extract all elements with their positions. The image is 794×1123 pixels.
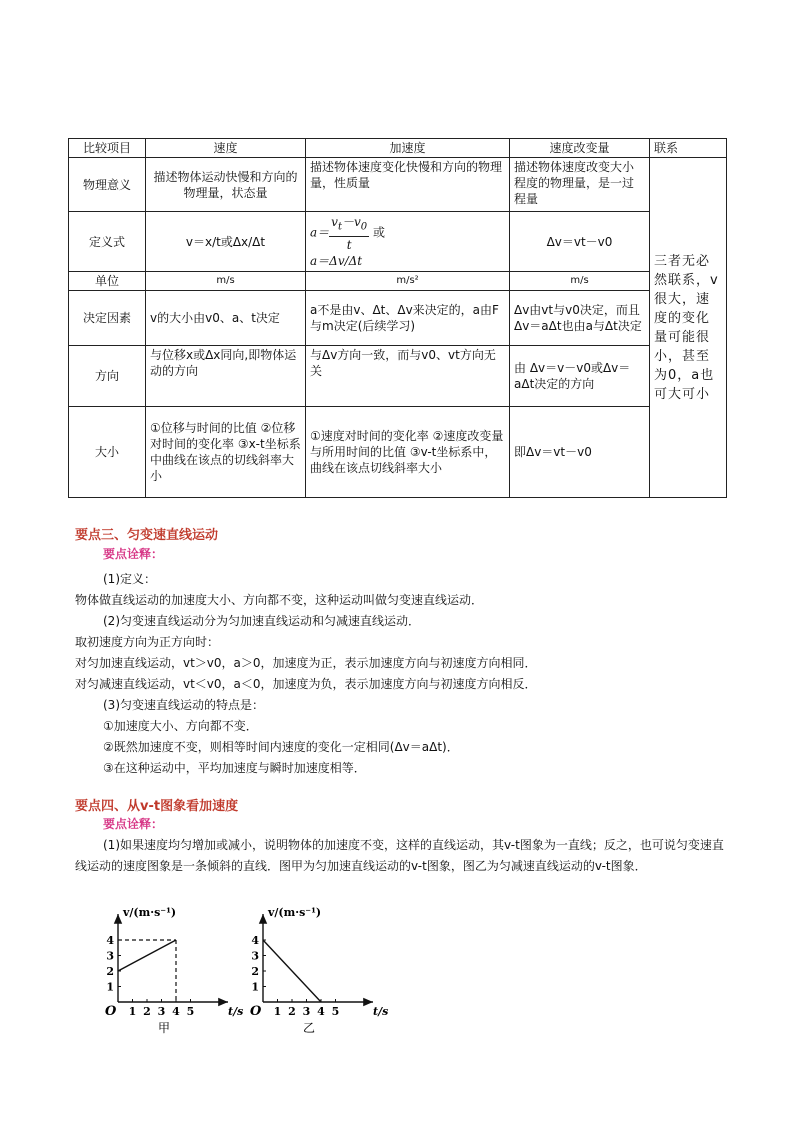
table-cell: 由 Δv＝v－v0或Δv＝aΔt决定的方向	[510, 346, 650, 407]
table-row	[69, 407, 727, 498]
comparison-table	[68, 138, 727, 498]
x-axis-label: t/s	[373, 1005, 389, 1018]
table-cell: m/s²	[306, 272, 510, 291]
y-tick-label: 2	[106, 965, 114, 978]
table-cell: v的大小由v0、a、t决定	[146, 291, 306, 346]
header-cell: 速度改变量	[510, 139, 650, 158]
formula-a: a＝	[310, 226, 330, 240]
text-line: 对匀加速直线运动，vt＞v0，a＞0，加速度为正，表示加速度方向与初速度方向相同．	[75, 656, 537, 670]
text-line: (1)定义：	[103, 572, 156, 586]
vt-line	[263, 940, 321, 1002]
text-line: ①加速度大小、方向都不变．	[103, 719, 258, 733]
text-line: (3)匀变速直线运动的特点是：	[103, 698, 264, 712]
table-cell: m/s	[510, 272, 650, 291]
fraction	[329, 214, 369, 252]
y-tick-label: 1	[106, 980, 114, 994]
fraction-denominator: t	[346, 237, 352, 252]
y-tick-label: 4	[251, 934, 259, 947]
row-label: 方向	[69, 346, 146, 407]
y-tick-label: 2	[251, 965, 259, 978]
row-label: 大小	[69, 407, 146, 498]
header-cell: 比较项目	[69, 139, 146, 158]
table-cell: 描述物体运动快慢和方向的物理量，状态量	[146, 158, 306, 212]
table-cell: 与位移x或Δx同向,即物体运动的方向	[146, 346, 306, 407]
table-cell-formula	[306, 212, 510, 272]
origin-label: O	[105, 1004, 117, 1019]
table-row	[69, 158, 727, 212]
header-cell: 速度	[146, 139, 306, 158]
row-label: 决定因素	[69, 291, 146, 346]
y-axis-label: v/(m·s⁻¹)	[268, 906, 322, 919]
x-tick-label: 4	[317, 1005, 325, 1018]
text-line: 对匀减速直线运动，vt＜v0，a＜0，加速度为负，表示加速度方向与初速度方向相反．	[75, 677, 537, 691]
formula-or: 或	[372, 226, 385, 240]
origin-label: O	[250, 1004, 262, 1019]
vt-line	[118, 940, 176, 971]
x-tick-label: 5	[331, 1005, 340, 1018]
table-row	[69, 212, 727, 272]
table-cell: v＝x/t或Δx/Δt	[146, 212, 306, 272]
table-cell: m/s	[146, 272, 306, 291]
accel-formula-line2: a＝Δv/Δt	[310, 253, 363, 268]
section-subheading: 要点诠释：	[103, 547, 164, 561]
fraction-numerator: $v_t-v_0$	[329, 214, 369, 236]
table-cell: ①位移与时间的比值 ②位移对时间的变化率 ③x-t坐标系中曲线在该点的切线斜率大小	[146, 407, 306, 498]
text-line: ②既然加速度不变，则相等时间内速度的变化一定相同(Δv＝aΔt)．	[103, 740, 459, 754]
graph-caption: 甲	[157, 1021, 171, 1035]
table-cell: 描述物体速度改变大小程度的物理量，是一过程量	[510, 158, 650, 212]
table-cell: Δv＝vt－v0	[510, 212, 650, 272]
text-line: 物体做直线运动的加速度大小、方向都不变，这种运动叫做匀变速直线运动．	[75, 593, 484, 607]
table-cell: 描述物体速度变化快慢和方向的物理量，性质量	[306, 158, 510, 212]
x-tick-label: 1	[128, 1005, 137, 1018]
text-line: ③在这种运动中，平均加速度与瞬时加速度相等．	[103, 761, 366, 775]
paragraph: (1)如果速度均匀增加或减小，说明物体的加速度不变，这样的直线运动，其v-t图象为一直线；反之，也可说匀变速直线运动的速度图象是一条倾斜的直线．图甲为匀加速直线运动的v-t图象，图乙为匀减速直线运动的v-t图象．	[75, 838, 724, 873]
x-tick-label: 1	[273, 1005, 282, 1018]
table-cell: a不是由v、Δt、Δv来决定的，a由F与m决定(后续学习)	[306, 291, 510, 346]
table-cell: ①速度对时间的变化率 ②速度改变量与所用时间的比值 ③v-t坐标系中，曲线在该点切线斜率大小	[306, 407, 510, 498]
y-axis-label: v/(m·s⁻¹)	[123, 906, 177, 919]
accel-formula-line1	[310, 214, 505, 252]
x-tick-label: 3	[302, 1005, 311, 1018]
table-row	[69, 346, 727, 407]
row-label: 物理意义	[69, 158, 146, 212]
row-label: 定义式	[69, 212, 146, 272]
x-tick-label: 4	[172, 1005, 180, 1018]
x-axis-label: t/s	[228, 1005, 244, 1018]
section-subheading: 要点诠释：	[103, 817, 164, 831]
graph-caption: 乙	[302, 1021, 316, 1035]
text-line: (2)匀变速直线运动分为匀加速直线运动和匀减速直线运动．	[103, 614, 421, 628]
graph-yi	[250, 906, 388, 1035]
y-tick-label: 4	[106, 934, 114, 947]
table-row	[69, 272, 727, 291]
table-cell: Δv由vt与v0决定，而且Δv＝aΔt也由a与Δt决定	[510, 291, 650, 346]
table-header-row	[69, 139, 727, 158]
table-cell: 与Δv方向一致，而与v0、vt方向无关	[306, 346, 510, 407]
header-cell: 加速度	[306, 139, 510, 158]
y-tick-label: 1	[251, 980, 259, 994]
relation-cell: 三者无必然联系，v很大，速度的变化量可能很小，甚至为0，a也可大可小	[650, 158, 727, 498]
graph-jia	[105, 906, 243, 1035]
x-tick-label: 2	[288, 1005, 296, 1018]
header-cell: 联系	[650, 139, 727, 158]
text-line: 取初速度方向为正方向时：	[75, 635, 220, 649]
y-tick-label: 3	[251, 949, 259, 963]
section-heading: 要点三、匀变速直线运动	[75, 528, 219, 543]
x-tick-label: 5	[186, 1005, 195, 1018]
table-cell: 即Δv＝vt－v0	[510, 407, 650, 498]
section-heading: 要点四、从v-t图象看加速度	[75, 799, 239, 814]
y-tick-label: 3	[106, 949, 114, 963]
x-tick-label: 2	[143, 1005, 151, 1018]
x-tick-label: 3	[157, 1005, 166, 1018]
row-label: 单位	[69, 272, 146, 291]
table-row	[69, 291, 727, 346]
